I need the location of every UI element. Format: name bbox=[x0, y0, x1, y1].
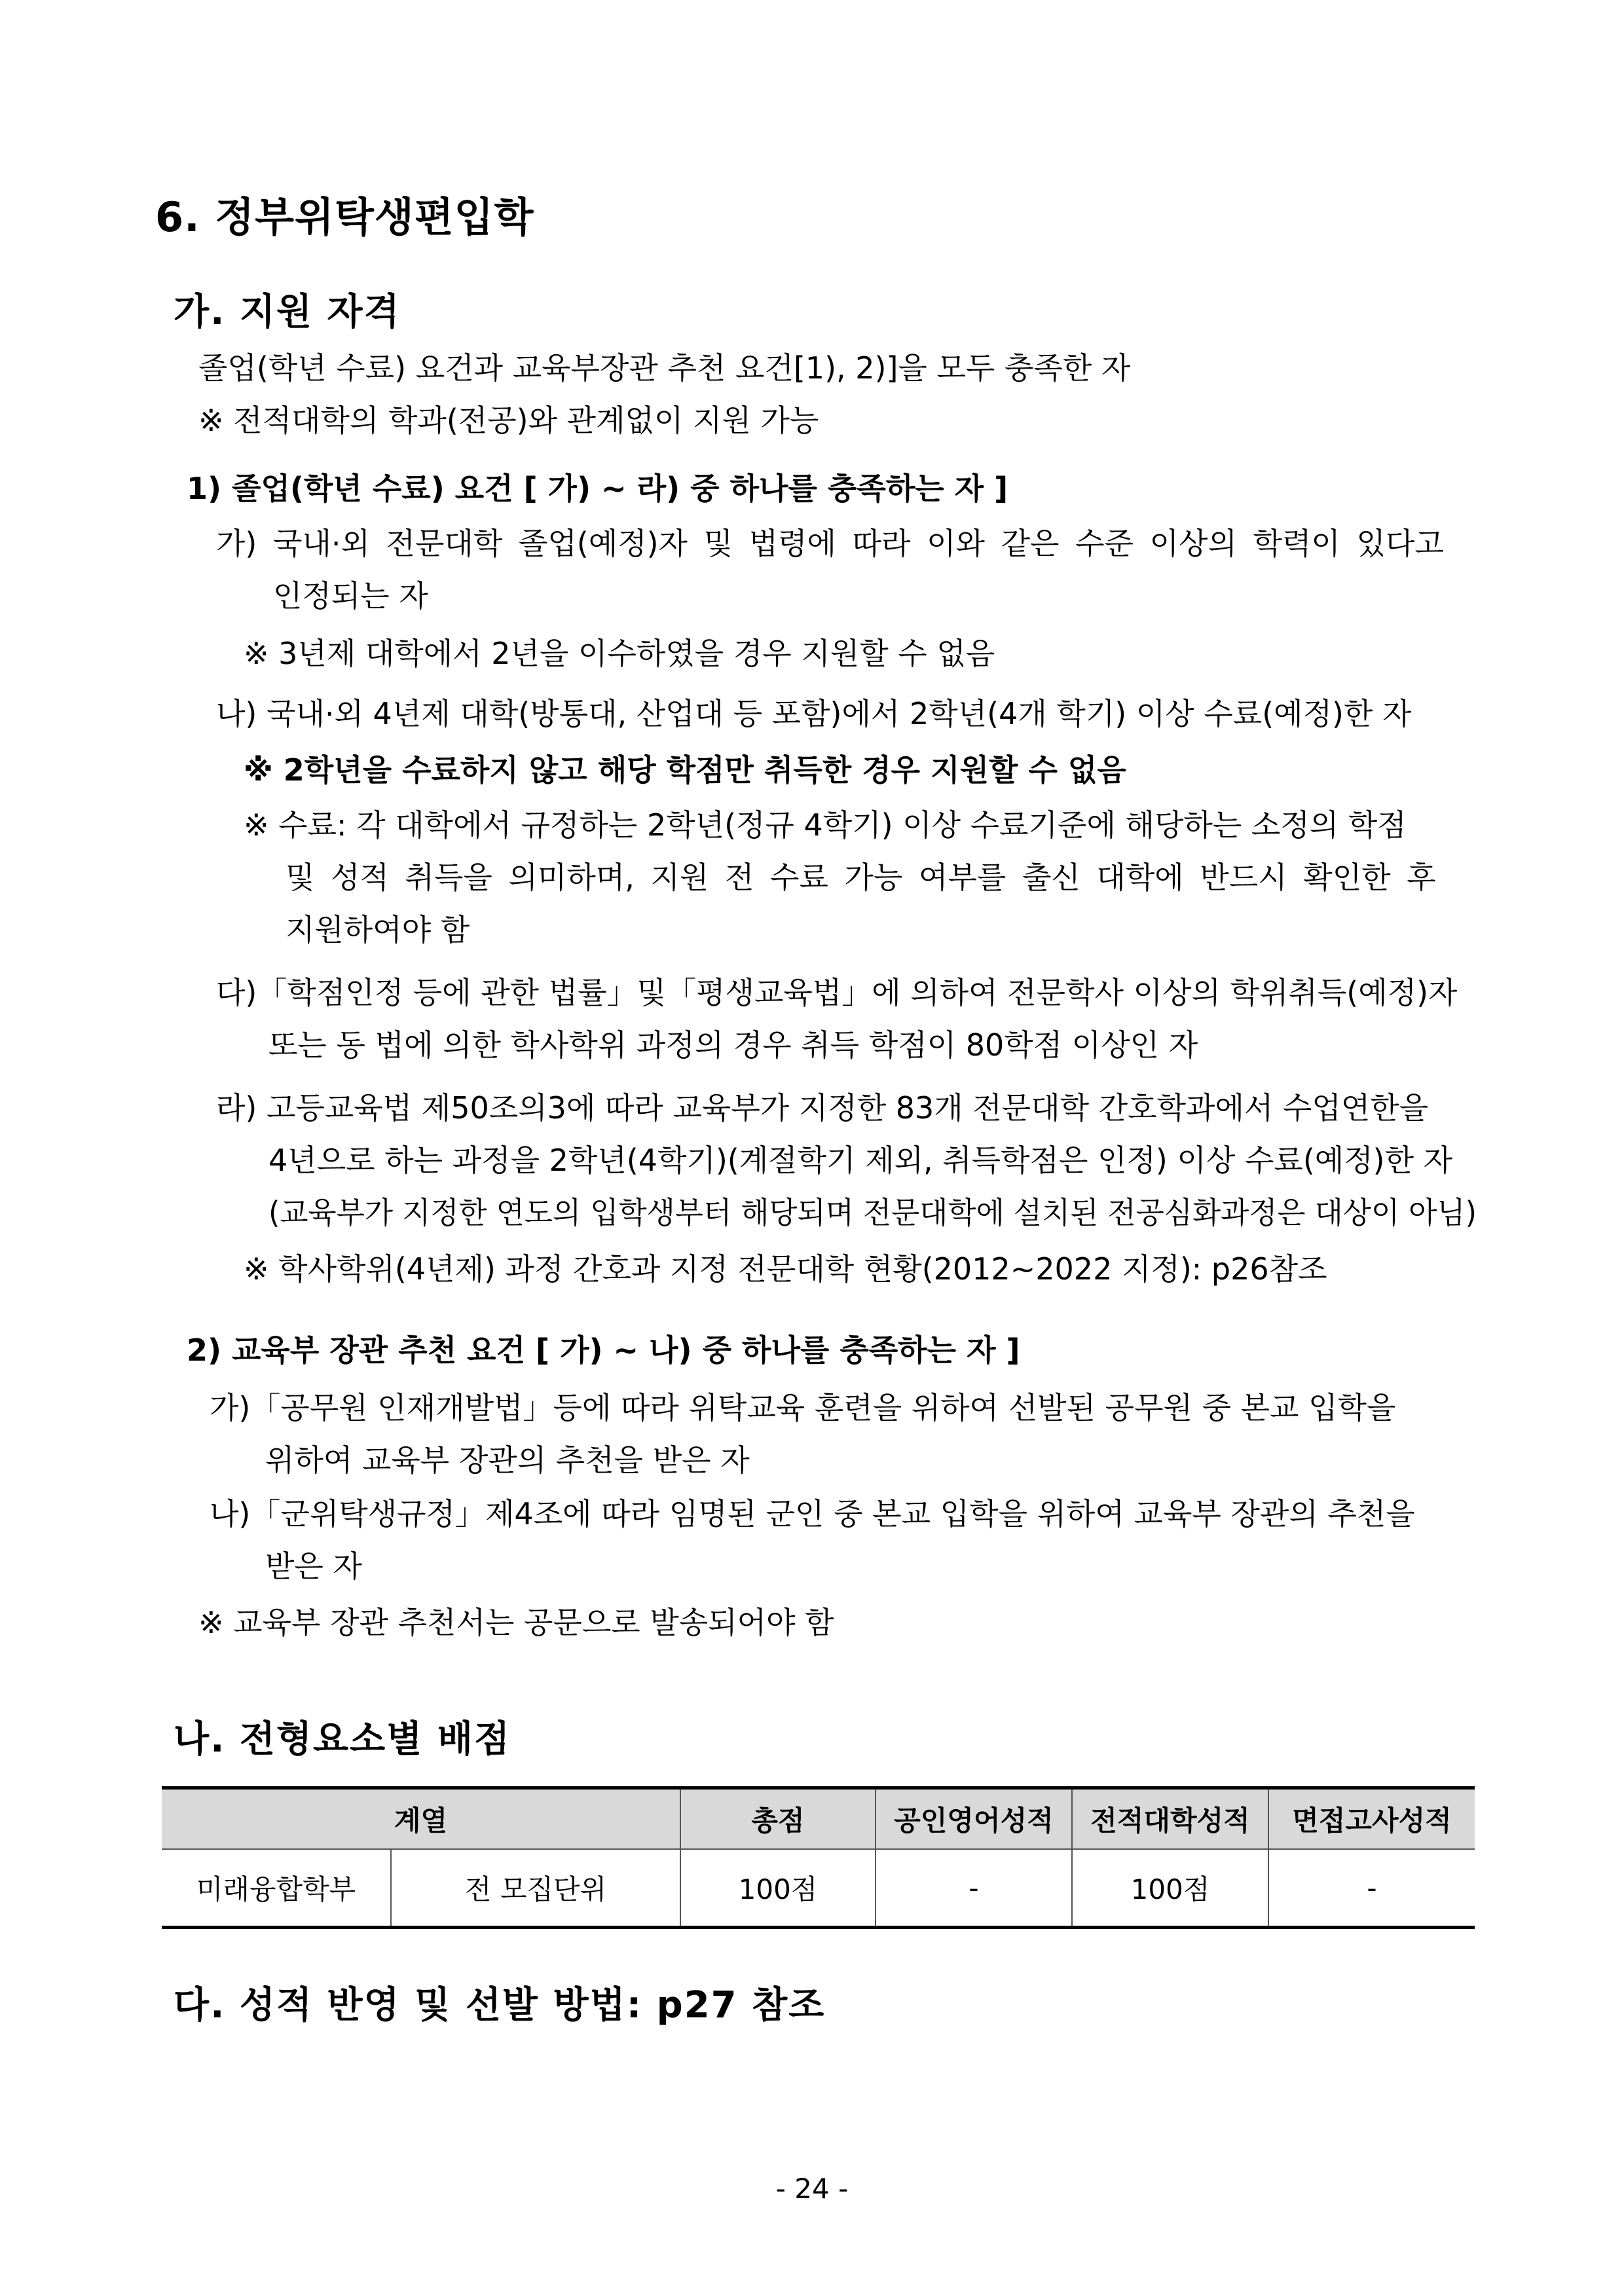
req1-ra-line3: (교육부가 지정한 연도의 입학생부터 해당되며 전문대학에 설치된 전공심화과정은 대상이 아님) bbox=[268, 1195, 1477, 1230]
section-title: 6. 정부위탁생편입학 bbox=[155, 193, 534, 241]
table-header-row bbox=[162, 1788, 1475, 1850]
heading-selection-method: 다. 성적 반영 및 선발 방법: p27 참조 bbox=[174, 1984, 826, 2027]
req2-na-line1: 나)「군위탁생규정」제4조에 따라 임명된 군인 중 본교 입학을 위하여 교육부 장관의 추천을 bbox=[210, 1496, 1415, 1532]
req1-na-line1: 나) 국내·외 4년제 대학(방통대, 산업대 등 포함)에서 2학년(4개 학기) 이상 수료(예정)한 자 bbox=[216, 696, 1412, 731]
req1-na-note2-line1: ※ 수료: 각 대학에서 규정하는 2학년(정규 4학기) 이상 수료기준에 해당하는 소정의 학점 bbox=[244, 807, 1407, 843]
req2-ga-line2: 위하여 교육부 장관의 추천을 받은 자 bbox=[265, 1442, 750, 1478]
table-header-cell: 계열 bbox=[162, 1788, 680, 1850]
req1-ra-note: ※ 학사학위(4년제) 과정 간호과 지정 전문대학 현황(2012~2022 지정): p26참조 bbox=[244, 1251, 1327, 1287]
req1-ga-note: ※ 3년제 대학에서 2년을 이수하였을 경우 지원할 수 없음 bbox=[244, 636, 995, 671]
heading-eligibility: 가. 지원 자격 bbox=[174, 291, 401, 333]
req1-ga-line1: 가) 국내·외 전문대학 졸업(예정)자 및 법령에 따라 이와 같은 수준 이상의 학력이 있다고 bbox=[216, 526, 1444, 561]
table-cell: 미래융합학부 bbox=[162, 1849, 391, 1928]
req1-na-note2-line2: 및 성적 취득을 의미하며, 지원 전 수료 가능 여부를 출신 대학에 반드시 확인한 후 bbox=[286, 860, 1436, 895]
req2-ga-line1: 가)「공무원 인재개발법」등에 따라 위탁교육 훈련을 위하여 선발된 공무원 중 본교 입학을 bbox=[210, 1390, 1396, 1425]
table-header-cell: 면접고사성적 bbox=[1268, 1788, 1475, 1850]
req2-heading: 2) 교육부 장관 추천 요건 [ 가) ~ 나) 중 하나를 충족하는 자 ] bbox=[187, 1332, 1020, 1368]
table-cell: 전 모집단위 bbox=[391, 1849, 680, 1928]
eligibility-line: 졸업(학년 수료) 요건과 교육부장관 추천 요건[1), 2)]을 모두 충족한 자 bbox=[198, 350, 1131, 386]
req1-na-note2-line3: 지원하여야 함 bbox=[286, 912, 470, 947]
table-cell: 100점 bbox=[680, 1849, 876, 1928]
table-header-cell: 총점 bbox=[680, 1788, 876, 1850]
req2-na-line2: 받은 자 bbox=[265, 1549, 362, 1584]
table-cell: 100점 bbox=[1072, 1849, 1268, 1928]
page-number: - 24 - bbox=[775, 2173, 849, 2205]
score-table bbox=[162, 1786, 1475, 1929]
eligibility-note: ※ 전적대학의 학과(전공)와 관계없이 지원 가능 bbox=[198, 403, 819, 438]
req1-ga-line2: 인정되는 자 bbox=[273, 578, 428, 614]
table-header-cell: 공인영어성적 bbox=[876, 1788, 1072, 1850]
req1-na-note1: ※ 2학년을 수료하지 않고 해당 학점만 취득한 경우 지원할 수 없음 bbox=[244, 752, 1126, 788]
table-cell: - bbox=[876, 1849, 1072, 1928]
req1-heading: 1) 졸업(학년 수료) 요건 [ 가) ~ 라) 중 하나를 충족하는 자 ] bbox=[187, 471, 1008, 506]
table-cell: - bbox=[1268, 1849, 1475, 1928]
req1-da-line2: 또는 동 법에 의한 학사학위 과정의 경우 취득 학점이 80학점 이상인 자 bbox=[268, 1027, 1198, 1063]
req1-da-line1: 다)「학점인정 등에 관한 법률」및「평생교육법」에 의하여 전문학사 이상의 학위취득(예정)자 bbox=[216, 975, 1458, 1010]
table-row bbox=[162, 1849, 1475, 1928]
table-header-cell: 전적대학성적 bbox=[1072, 1788, 1268, 1850]
req1-ra-line2: 4년으로 하는 과정을 2학년(4학기)(계절학기 제외, 취득학점은 인정) 이상 수료(예정)한 자 bbox=[268, 1143, 1453, 1178]
req1-ra-line1: 라) 고등교육법 제50조의3에 따라 교육부가 지정한 83개 전문대학 간호학과에서 수업연한을 bbox=[216, 1090, 1429, 1126]
req2-note: ※ 교육부 장관 추천서는 공문으로 발송되어야 함 bbox=[198, 1605, 834, 1640]
heading-score-allocation: 나. 전형요소별 배점 bbox=[174, 1718, 511, 1761]
